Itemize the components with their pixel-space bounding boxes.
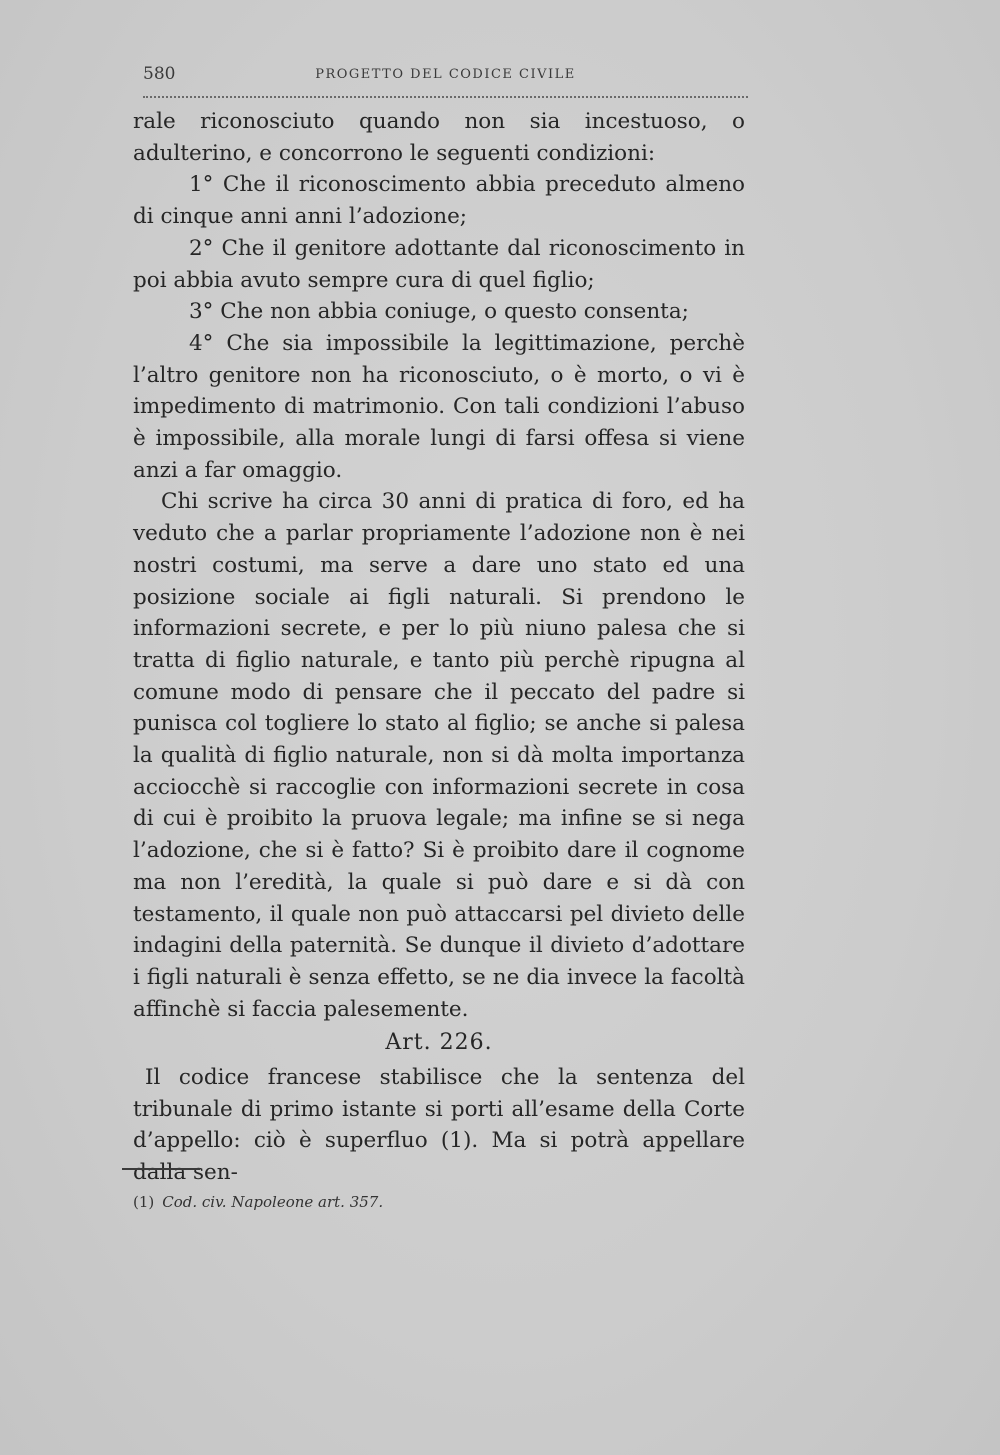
main-text bbox=[133, 106, 745, 1025]
article-heading: Art. 226. bbox=[385, 1030, 493, 1055]
condition-item-3: 3° Che non abbia coniuge, o questo consenta; bbox=[189, 299, 689, 325]
condition-item-2: 2° Che il genitore adottante dal riconoscimento in poi abbia avuto sempre cura di quel figlio; bbox=[133, 235, 745, 293]
page-number: 580 bbox=[143, 64, 176, 84]
article-body bbox=[133, 1062, 745, 1189]
footnote-text: Cod. civ. Napoleone art. 357. bbox=[162, 1193, 384, 1211]
article-paragraph: Il codice francese stabilisce che la sentenza del tribunale di primo istante si porti all’esame della Corte d’appello: ciò è superfluo (1). Ma si potrà appellare dalla sen- bbox=[133, 1065, 745, 1186]
paragraph-practice: Chi scrive ha circa 30 anni di pratica di foro, ed ha veduto che a parlar propriamente l’adozione non è nei nostri costumi, ma serve a dare uno stato ed una posizione sociale ai figli naturali. Si prendono le informazioni secrete, e per lo più niuno palesa che si tratta di figlio naturale, e tanto più perchè ripugna al comune modo di pensare che il peccato del padre si punisca col togliere lo stato al figlio; se anche si palesa la qualità di figlio naturale, non si dà molta importanza acciocchè si raccoglie con informazioni secrete in cosa di cui è proibito la pruova legale; ma infine se si nega l’adozione, che si è fatto? Si è proibito dare il cognome ma non l’eredità, la quale si può dare e si dà con testamento, il quale non può attaccarsi pel divieto delle indagini della paternità. Se dunque il divieto d’adottare i figli naturali è senza effetto, se ne dia invece la facoltà affinchè si faccia palesemente. bbox=[133, 489, 745, 1022]
condition-item-4: 4° Che sia impossibile la legittimazione, perchè l’altro genitore non ha riconosciuto, o è morto, o vi è impedimento di matrimonio. Con tali condizioni l’abuso è impossibile, alla morale lungi di farsi offesa si viene anzi a far omaggio. bbox=[133, 330, 745, 483]
footnote-rule bbox=[122, 1168, 200, 1170]
footnote bbox=[133, 1193, 633, 1211]
footnote-mark: (1) bbox=[133, 1193, 155, 1211]
condition-item-1: 1° Che il riconoscimento abbia preceduto almeno di cinque anni anni l’adozione; bbox=[133, 172, 745, 230]
running-head: PROGETTO DEL CODICE CIVILE bbox=[315, 67, 576, 82]
page-header bbox=[143, 64, 748, 90]
continued-paragraph: rale riconosciuto quando non sia incestuoso, o adulterino, e concorrono le seguenti condizioni: bbox=[133, 109, 745, 166]
header-rule bbox=[143, 96, 748, 98]
